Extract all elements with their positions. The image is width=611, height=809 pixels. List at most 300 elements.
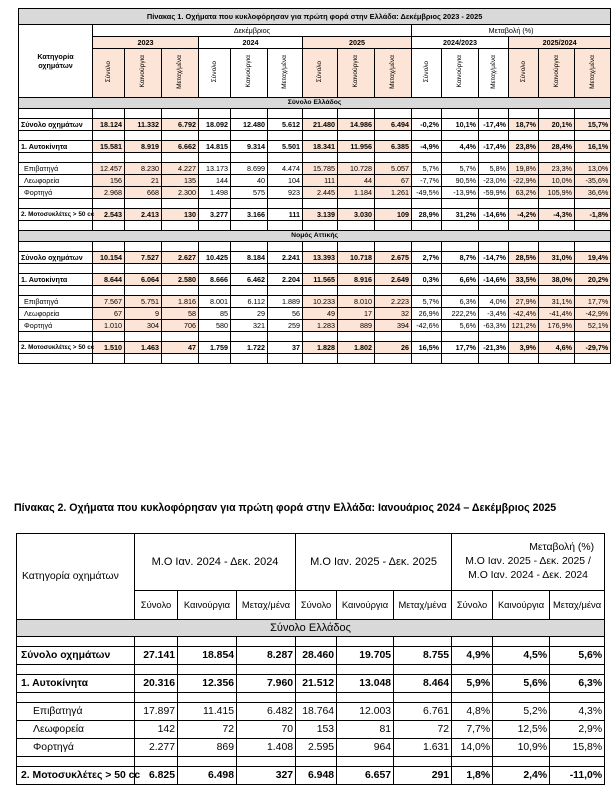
data-cell: 6.825 [135, 767, 178, 785]
spacer-cell [268, 131, 303, 141]
data-cell: 1.261 [375, 187, 412, 199]
category-header: Κατηγορία οχημάτων [19, 25, 93, 98]
spacer-cell [509, 153, 539, 163]
data-cell: 5,9% [452, 675, 493, 693]
spacer-cell [493, 693, 550, 703]
spacer-cell [268, 199, 303, 209]
column-header-label: Σύνολο [519, 60, 527, 83]
spacer-cell [539, 354, 575, 364]
spacer-cell [19, 221, 93, 231]
spacer-cell [338, 332, 375, 342]
data-cell: 52,1% [575, 320, 611, 332]
data-cell: 6.494 [375, 119, 412, 131]
column-header: Σύνολο [452, 591, 493, 620]
data-cell: 0,3% [412, 274, 442, 286]
data-cell: 869 [178, 739, 237, 757]
data-cell: 10.728 [338, 163, 375, 175]
data-cell: 1.631 [394, 739, 452, 757]
data-cell: 26,9% [412, 308, 442, 320]
row-label: Επιβατηγά [19, 163, 93, 175]
data-cell: 72 [178, 721, 237, 739]
data-cell: 176,9% [539, 320, 575, 332]
spacer-cell [493, 637, 550, 647]
data-cell: 1.722 [231, 342, 268, 354]
data-cell: 17.897 [135, 703, 178, 721]
spacer-cell [303, 242, 338, 252]
spacer-cell [93, 264, 125, 274]
column-header [162, 49, 199, 98]
data-cell: 3.139 [303, 209, 338, 221]
data-cell: 27.141 [135, 647, 178, 665]
data-cell: -59,9% [479, 187, 509, 199]
data-cell: 5,7% [442, 163, 479, 175]
data-cell: 13.048 [337, 675, 394, 693]
data-cell: 18.764 [296, 703, 337, 721]
table-row [17, 767, 605, 785]
data-cell: -17,4% [479, 141, 509, 153]
spacer-cell [375, 242, 412, 252]
data-cell: 8.919 [125, 141, 162, 153]
data-cell: 33,5% [509, 274, 539, 286]
spacer-cell [375, 153, 412, 163]
spacer-cell [162, 264, 199, 274]
spacer-cell [575, 153, 611, 163]
data-cell: 7.567 [93, 296, 125, 308]
column-header [442, 49, 479, 98]
data-cell: 4,6% [539, 342, 575, 354]
spacer-cell [479, 332, 509, 342]
data-cell: 8.230 [125, 163, 162, 175]
spacer-cell [231, 153, 268, 163]
data-cell: 111 [303, 175, 338, 187]
row-label: Λεωφορεία [19, 308, 93, 320]
data-cell: 706 [162, 320, 199, 332]
data-cell: 17,7% [575, 296, 611, 308]
spacer-row [17, 637, 605, 647]
column-header [231, 49, 268, 98]
spacer-cell [452, 665, 493, 675]
data-cell: 17,7% [442, 342, 479, 354]
spacer-cell [199, 242, 231, 252]
table-row [19, 308, 611, 320]
spacer-cell [237, 637, 296, 647]
data-cell: 18.341 [303, 141, 338, 153]
spacer-row [17, 693, 605, 703]
spacer-cell [231, 109, 268, 119]
data-cell: 4,8% [452, 703, 493, 721]
spacer-cell [550, 693, 605, 703]
spacer-row [19, 354, 611, 364]
data-cell: 10.718 [338, 252, 375, 264]
data-cell: 259 [268, 320, 303, 332]
data-cell: 580 [199, 320, 231, 332]
data-cell: 4,5% [493, 647, 550, 665]
data-cell: -14,6% [479, 209, 509, 221]
spacer-cell [93, 242, 125, 252]
spacer-cell [338, 131, 375, 141]
data-cell: 5,6% [442, 320, 479, 332]
data-cell: -3,4% [479, 308, 509, 320]
data-cell: 4,0% [479, 296, 509, 308]
data-cell: 394 [375, 320, 412, 332]
data-cell: 4,3% [550, 703, 605, 721]
spacer-cell [135, 665, 178, 675]
data-cell: 6.112 [231, 296, 268, 308]
column-header-label: Καινούργια [139, 55, 146, 88]
spacer-cell [231, 332, 268, 342]
spacer-cell [135, 757, 178, 767]
spacer-cell [125, 153, 162, 163]
spacer-row [19, 286, 611, 296]
change-2024-2023: 2024/2023 [412, 37, 509, 49]
spacer-cell [479, 354, 509, 364]
spacer-cell [268, 153, 303, 163]
group-avg-2024: Μ.Ο Ιαν. 2024 - Δεκ. 2024 [135, 534, 296, 591]
data-cell: 111 [268, 209, 303, 221]
change-2025-2024: 2025/2024 [509, 37, 611, 49]
spacer-cell [509, 109, 539, 119]
year-2025: 2025 [303, 37, 412, 49]
column-header: Καινούργια [178, 591, 237, 620]
spacer-cell [338, 153, 375, 163]
row-label: 2. Μοτοσυκλέτες > 50 cc [19, 209, 93, 221]
data-cell: 6.662 [162, 141, 199, 153]
data-cell: 58 [162, 308, 199, 320]
data-cell: 1.010 [93, 320, 125, 332]
table-row [19, 163, 611, 175]
column-header-label: Σύνολο [422, 60, 430, 83]
column-header: Μεταχ/μένα [550, 591, 605, 620]
data-cell: 21.480 [303, 119, 338, 131]
data-cell: 18.092 [199, 119, 231, 131]
spacer-cell [268, 109, 303, 119]
data-cell: -13,9% [442, 187, 479, 199]
spacer-cell [442, 131, 479, 141]
spacer-cell [337, 665, 394, 675]
spacer-cell [479, 109, 509, 119]
data-cell: 1.828 [303, 342, 338, 354]
data-cell: 2.204 [268, 274, 303, 286]
spacer-cell [375, 109, 412, 119]
table-1 [18, 8, 611, 364]
column-header [338, 49, 375, 98]
table-row [17, 739, 605, 757]
column-header-label: Καινούργια [456, 55, 463, 88]
data-cell: 18,7% [509, 119, 539, 131]
data-cell: 135 [162, 175, 199, 187]
data-cell: 10.154 [93, 252, 125, 264]
data-cell: -49,5% [412, 187, 442, 199]
data-cell: 2.223 [375, 296, 412, 308]
row-label: Φορτηγά [19, 320, 93, 332]
data-cell: 28.460 [296, 647, 337, 665]
spacer-cell [337, 757, 394, 767]
spacer-cell [19, 286, 93, 296]
spacer-cell [199, 199, 231, 209]
data-cell: -41,4% [539, 308, 575, 320]
spacer-cell [93, 199, 125, 209]
column-header [125, 49, 162, 98]
category-header: Κατηγορία οχημάτων [17, 534, 135, 620]
data-cell: 8.287 [237, 647, 296, 665]
spacer-cell [162, 153, 199, 163]
spacer-cell [162, 286, 199, 296]
section-row [19, 231, 611, 242]
data-cell: 90,5% [442, 175, 479, 187]
data-cell: 1.816 [162, 296, 199, 308]
data-cell: 9 [125, 308, 162, 320]
data-cell: 37 [268, 342, 303, 354]
data-cell: 14.815 [199, 141, 231, 153]
group-change [452, 534, 605, 591]
data-cell: 6.064 [125, 274, 162, 286]
data-cell: 1.759 [199, 342, 231, 354]
spacer-cell [479, 264, 509, 274]
spacer-cell [135, 693, 178, 703]
data-cell: 5,6% [493, 675, 550, 693]
data-cell: 10,0% [539, 175, 575, 187]
column-headers [19, 49, 611, 98]
data-cell: 10,1% [442, 119, 479, 131]
data-cell: 20,1% [539, 119, 575, 131]
spacer-cell [125, 242, 162, 252]
spacer-cell [19, 332, 93, 342]
spacer-cell [19, 354, 93, 364]
column-header [268, 49, 303, 98]
spacer-row [19, 199, 611, 209]
spacer-cell [231, 354, 268, 364]
data-cell: 1.498 [199, 187, 231, 199]
data-cell: 321 [231, 320, 268, 332]
spacer-cell [479, 286, 509, 296]
data-cell: 8.666 [199, 274, 231, 286]
data-cell: 8.699 [231, 163, 268, 175]
spacer-cell [442, 354, 479, 364]
spacer-cell [539, 109, 575, 119]
column-header: Σύνολο [296, 591, 337, 620]
data-cell: 142 [135, 721, 178, 739]
data-cell: -0,2% [412, 119, 442, 131]
data-cell: -1,8% [575, 209, 611, 221]
data-cell: 31,1% [539, 296, 575, 308]
spacer-cell [125, 199, 162, 209]
spacer-cell [452, 637, 493, 647]
data-cell: 2.595 [296, 739, 337, 757]
spacer-cell [412, 354, 442, 364]
data-cell: 15,8% [550, 739, 605, 757]
data-cell: 1,8% [452, 767, 493, 785]
spacer-cell [479, 153, 509, 163]
row-label: 2. Μοτοσυκλέτες > 50 cc [17, 767, 135, 785]
spacer-cell [178, 665, 237, 675]
spacer-cell [338, 242, 375, 252]
row-label: Λεωφορεία [19, 175, 93, 187]
spacer-cell [412, 242, 442, 252]
spacer-cell [375, 131, 412, 141]
data-cell: 13,0% [575, 163, 611, 175]
spacer-row [19, 109, 611, 119]
data-cell: 19.705 [337, 647, 394, 665]
spacer-cell [93, 131, 125, 141]
spacer-cell [237, 693, 296, 703]
section-title: Σύνολο Ελλάδος [19, 98, 611, 109]
spacer-cell [539, 221, 575, 231]
spacer-cell [237, 757, 296, 767]
data-cell: 6.498 [178, 767, 237, 785]
data-cell: 6,6% [442, 274, 479, 286]
data-cell: 2.413 [125, 209, 162, 221]
spacer-cell [17, 665, 135, 675]
data-cell: 6,3% [442, 296, 479, 308]
spacer-cell [199, 221, 231, 231]
data-cell: 16,1% [575, 141, 611, 153]
data-cell: 6.761 [394, 703, 452, 721]
spacer-cell [375, 221, 412, 231]
data-cell: 6,3% [550, 675, 605, 693]
spacer-cell [199, 264, 231, 274]
row-label: Λεωφορεία [17, 721, 135, 739]
table-row [19, 342, 611, 354]
table-row [19, 209, 611, 221]
spacer-cell [575, 109, 611, 119]
spacer-cell [442, 153, 479, 163]
spacer-cell [125, 354, 162, 364]
data-cell: -42,6% [412, 320, 442, 332]
spacer-cell [412, 286, 442, 296]
spacer-cell [125, 286, 162, 296]
data-cell: -7,7% [412, 175, 442, 187]
year-2024: 2024 [199, 37, 303, 49]
spacer-row [17, 665, 605, 675]
spacer-cell [93, 286, 125, 296]
column-header [412, 49, 442, 98]
spacer-cell [268, 264, 303, 274]
data-cell: 20,2% [575, 274, 611, 286]
data-cell: 19,4% [575, 252, 611, 264]
data-cell: 2.675 [375, 252, 412, 264]
data-cell: 85 [199, 308, 231, 320]
spacer-cell [303, 221, 338, 231]
data-cell: 7,7% [452, 721, 493, 739]
data-cell: 11.956 [338, 141, 375, 153]
table-row [19, 119, 611, 131]
spacer-cell [539, 199, 575, 209]
spacer-cell [442, 286, 479, 296]
data-cell: 67 [375, 175, 412, 187]
data-cell: 104 [268, 175, 303, 187]
spacer-cell [19, 109, 93, 119]
data-cell: 4.474 [268, 163, 303, 175]
data-cell: 8.010 [338, 296, 375, 308]
row-label: 2. Μοτοσυκλέτες > 50 cc [19, 342, 93, 354]
column-header: Μεταχ/μένα [237, 591, 296, 620]
column-header-label: Μεταχ/μένα [281, 54, 288, 89]
data-cell: 222,2% [442, 308, 479, 320]
data-cell: 153 [296, 721, 337, 739]
data-cell: 327 [237, 767, 296, 785]
data-cell: 8.644 [93, 274, 125, 286]
spacer-cell [539, 264, 575, 274]
spacer-cell [375, 286, 412, 296]
data-cell: 11.565 [303, 274, 338, 286]
data-cell: 10.233 [303, 296, 338, 308]
spacer-cell [296, 637, 337, 647]
spacer-cell [479, 131, 509, 141]
spacer-cell [575, 332, 611, 342]
data-cell: 15,7% [575, 119, 611, 131]
data-cell: 8.001 [199, 296, 231, 308]
spacer-cell [199, 354, 231, 364]
spacer-cell [231, 131, 268, 141]
change-title: Μεταβολή (%) [529, 542, 595, 553]
data-cell: 2.968 [93, 187, 125, 199]
spacer-cell [125, 221, 162, 231]
row-label: Σύνολο οχημάτων [19, 119, 93, 131]
data-cell: 15.785 [303, 163, 338, 175]
spacer-cell [539, 242, 575, 252]
spacer-row [19, 221, 611, 231]
data-cell: 56 [268, 308, 303, 320]
spacer-cell [17, 637, 135, 647]
row-label: Επιβατηγά [19, 296, 93, 308]
data-cell: -17,4% [479, 119, 509, 131]
data-cell: 5,7% [412, 296, 442, 308]
data-cell: 5.612 [268, 119, 303, 131]
column-header-label: Καινούργια [245, 55, 252, 88]
spacer-cell [296, 693, 337, 703]
data-cell: 130 [162, 209, 199, 221]
spacer-cell [93, 221, 125, 231]
spacer-cell [303, 264, 338, 274]
section-row [17, 620, 605, 637]
data-cell: 12.480 [231, 119, 268, 131]
spacer-cell [442, 242, 479, 252]
data-cell: 18.854 [178, 647, 237, 665]
spacer-cell [375, 264, 412, 274]
data-cell: 81 [337, 721, 394, 739]
data-cell: 2,9% [550, 721, 605, 739]
spacer-cell [375, 332, 412, 342]
data-cell: 8.464 [394, 675, 452, 693]
data-cell: 12.003 [337, 703, 394, 721]
table-2-title: Πίνακας 2. Οχήματα που κυκλοφόρησαν για πρώτη φορά στην Ελλάδα: Ιανουάριος 2024 – Δεκέμβριος 2025 [14, 502, 557, 514]
spacer-cell [375, 199, 412, 209]
spacer-cell [442, 332, 479, 342]
spacer-cell [539, 286, 575, 296]
data-cell: 2,7% [412, 252, 442, 264]
data-cell: 47 [162, 342, 199, 354]
spacer-cell [575, 131, 611, 141]
data-cell: 2.277 [135, 739, 178, 757]
column-header [199, 49, 231, 98]
spacer-cell [303, 332, 338, 342]
column-header [509, 49, 539, 98]
data-cell: 13.393 [303, 252, 338, 264]
row-label: Φορτηγά [19, 187, 93, 199]
spacer-cell [303, 153, 338, 163]
data-cell: -14,6% [479, 274, 509, 286]
data-cell: -4,3% [539, 209, 575, 221]
spacer-cell [550, 665, 605, 675]
spacer-cell [19, 131, 93, 141]
spacer-cell [442, 264, 479, 274]
table-1-title: Πίνακας 1. Οχήματα που κυκλοφόρησαν για πρώτη φορά στην Ελλάδα: Δεκέμβριος 2023 - 2025 [19, 9, 611, 25]
data-cell: -42,9% [575, 308, 611, 320]
spacer-cell [338, 354, 375, 364]
spacer-cell [338, 109, 375, 119]
column-header [375, 49, 412, 98]
column-header [303, 49, 338, 98]
